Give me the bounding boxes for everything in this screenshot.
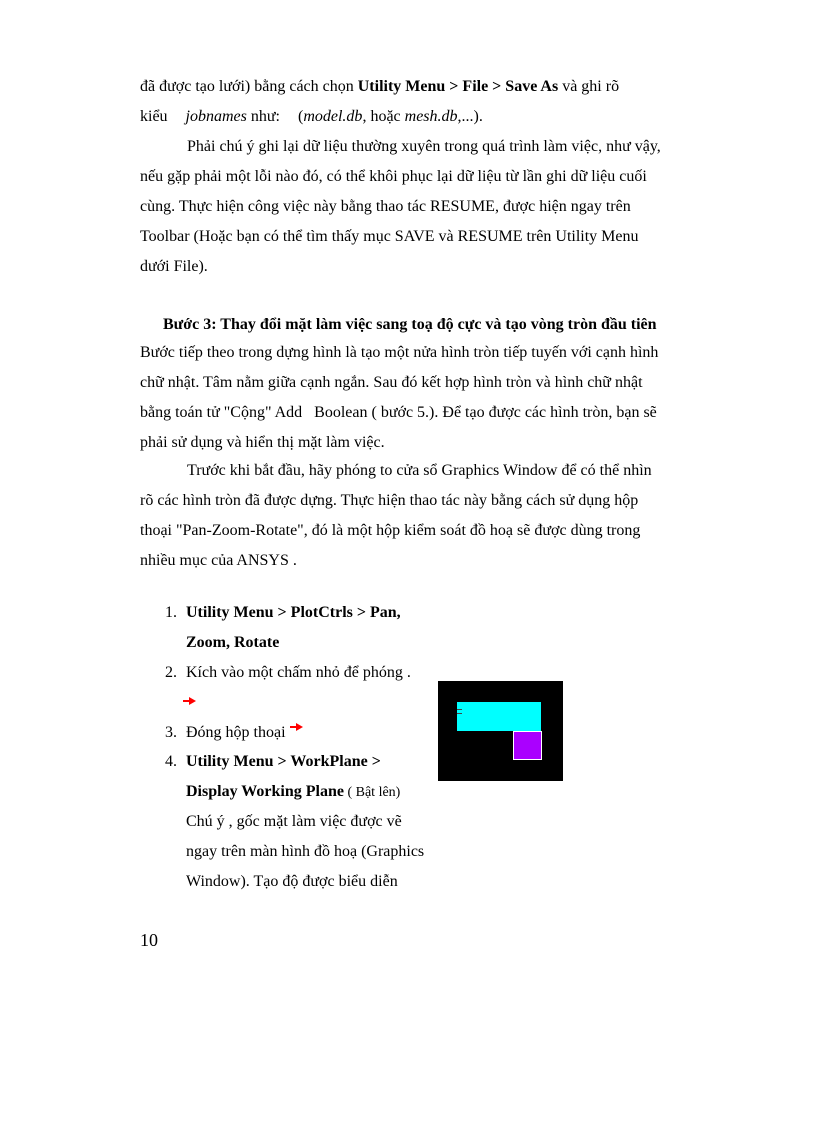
page-number: 10 [140, 930, 158, 950]
step4-line2: Display Working Plane ( Bật lên) [186, 783, 401, 800]
step1-line1: Utility Menu > PlotCtrls > Pan, [186, 604, 401, 621]
para4-line3: thoại "Pan-Zoom-Rotate", đó là một hộp kiểm soát đồ hoạ sẽ được dùng trong [140, 522, 641, 539]
red-arrow-icon [183, 697, 197, 705]
para4-line1: Trước khi bắt đầu, hãy phóng to cửa sổ Graphics Window để có thể nhìn [187, 462, 652, 479]
para1-text: đã được tạo lưới) bằng cách chọn Utility Menu > File > Save As và ghi rõ [140, 78, 620, 95]
red-arrow-icon [290, 723, 304, 731]
step2-line1: Kích vào một chấm nhỏ để phóng . [186, 664, 411, 681]
note-line3: Window). Tạo độ được biểu diễn [186, 873, 398, 890]
note-line1: Chú ý , gốc mặt làm việc được vẽ [186, 813, 402, 830]
para1-line1 [140, 77, 673, 97]
para3-line2: chữ nhật. Tâm nằm giữa cạnh ngắn. Sau đó kết hợp hình tròn và hình chữ nhật [140, 374, 643, 391]
para2-line5: dưới File). [140, 258, 208, 275]
step1-line2: Zoom, Rotate [186, 634, 280, 651]
para4-line2: rõ các hình tròn đã được dựng. Thực hiện thao tác này bằng cách sử dụng hộp [140, 492, 639, 509]
graphics-window-figure [438, 681, 563, 781]
para3-line3: bằng toán tử "Cộng" Add Boolean ( bước 5.). Để tạo được các hình tròn, bạn sẽ [140, 404, 657, 421]
workplane-origin-mark [457, 709, 462, 714]
step-number-1: 1. [165, 604, 177, 621]
cyan-rectangle [457, 702, 541, 731]
para3-line4: phải sử dụng và hiển thị mặt làm việc. [140, 434, 385, 451]
para2-line3: cùng. Thực hiện công việc này bằng thao tác RESUME, được hiện ngay trên [140, 198, 631, 215]
step3-text: Đóng hộp thoại [186, 723, 304, 743]
jobnames-term: jobnames [185, 108, 247, 125]
purple-square [513, 731, 542, 760]
step-number-4: 4. [165, 753, 177, 770]
para4-line4: nhiều mục của ANSYS . [140, 552, 297, 569]
para1-line2: kiểu jobnames như: (model.db, hoặc mesh.db,...). [140, 108, 483, 125]
para2-line2: nếu gặp phải một lỗi nào đó, có thể khôi phục lại dữ liệu từ lần ghi dữ liệu cuối [140, 168, 647, 185]
para2-line1: Phải chú ý ghi lại dữ liệu thường xuyên trong quá trình làm việc, như vậy, [187, 138, 661, 155]
note-line2: ngay trên màn hình đồ hoạ (Graphics [186, 843, 425, 860]
step-number-3: 3. [165, 724, 177, 741]
section-heading: Bước 3: Thay đổi mặt làm việc sang toạ độ cực và tạo vòng tròn đầu tiên [163, 316, 657, 333]
para3-line1: Bước tiếp theo trong dựng hình là tạo một nửa hình tròn tiếp tuyến với cạnh hình [140, 344, 659, 361]
step4-line1: Utility Menu > WorkPlane > [186, 753, 381, 770]
step-number-2: 2. [165, 664, 177, 681]
menu-path: Utility Menu > File > Save As [357, 78, 559, 95]
para2-line4: Toolbar (Hoặc bạn có thể tìm thấy mục SAVE và RESUME trên Utility Menu [140, 228, 639, 245]
